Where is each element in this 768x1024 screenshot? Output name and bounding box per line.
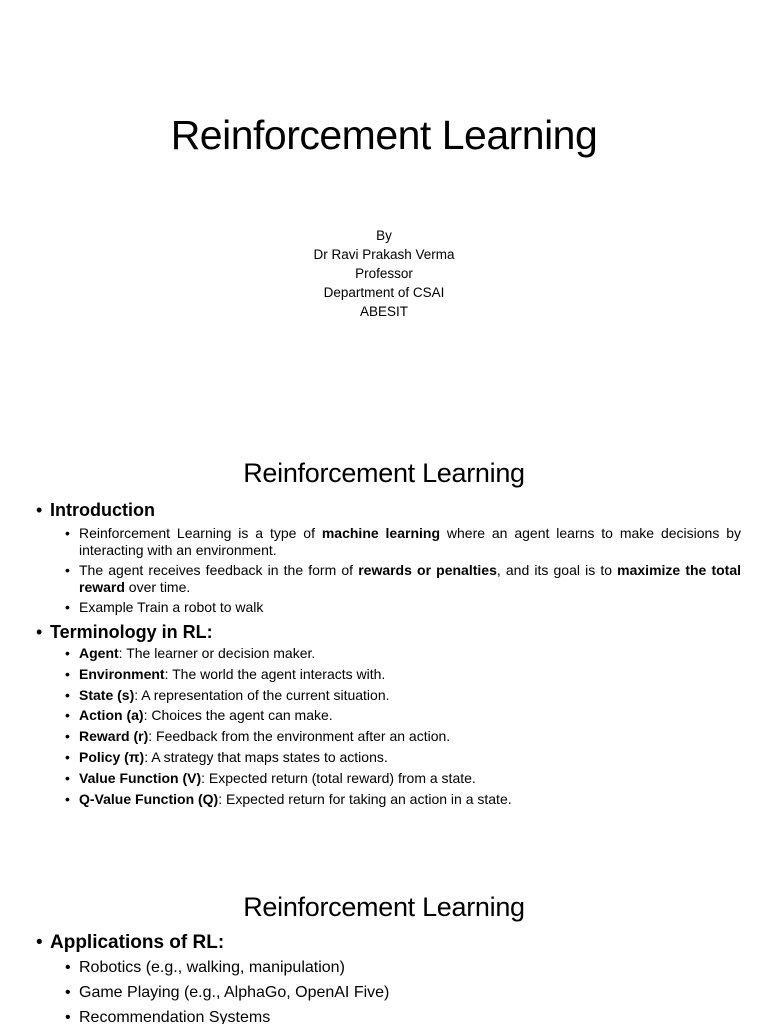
author-block	[0, 226, 768, 321]
introduction-heading: • Introduction	[36, 499, 741, 521]
applications-slide	[0, 864, 768, 1024]
terminology-heading: • Terminology in RL:	[36, 621, 741, 643]
list-item: • Recommendation Systems	[36, 1008, 741, 1024]
author-department: Department of CSAI	[323, 285, 445, 300]
term-item-environment: • Environment: The world the agent interacts with.	[36, 666, 741, 683]
list-item: • The agent receives feedback in the form of rewards or penalties, and its goal is to maximize the total reward over time.	[36, 562, 741, 596]
term-item-policy: • Policy (π): A strategy that maps states to actions.	[36, 749, 741, 766]
term-item-q-value-function: • Q-Value Function (Q): Expected return for taking an action in a state.	[36, 791, 741, 808]
term-item-value-function: • Value Function (V): Expected return (total reward) from a state.	[36, 770, 741, 787]
slide-title: Reinforcement Learning	[243, 458, 525, 488]
presentation-title: Reinforcement Learning	[170, 112, 598, 158]
list-item: • Example Train a robot to walk	[36, 599, 741, 616]
byline: By	[376, 228, 392, 243]
author-position: Professor	[355, 266, 413, 281]
list-item: • Reinforcement Learning is a type of machine learning where an agent learns to make decisions by interacting with an environment.	[36, 525, 741, 559]
introduction-list	[36, 525, 741, 616]
term-item-reward: • Reward (r): Feedback from the environment after an action.	[36, 728, 741, 745]
slide-content	[36, 932, 741, 1024]
term-item-action: • Action (a): Choices the agent can make.	[36, 707, 741, 724]
term-item-state: • State (s): A representation of the current situation.	[36, 687, 741, 704]
applications-heading: • Applications of RL:	[36, 932, 741, 954]
list-item: • Game Playing (e.g., AlphaGo, OpenAI Five)	[36, 983, 741, 1002]
slide-title: Reinforcement Learning	[243, 892, 525, 922]
intro-slide	[0, 432, 768, 864]
slide-content	[36, 499, 741, 811]
applications-list	[36, 958, 741, 1024]
list-item: • Robotics (e.g., walking, manipulation)	[36, 958, 741, 977]
author-institution: ABESIT	[359, 304, 408, 319]
term-item-agent: • Agent: The learner or decision maker.	[36, 645, 741, 662]
title-slide	[0, 0, 768, 432]
author-name: Dr Ravi Prakash Verma	[313, 247, 455, 262]
terminology-list	[36, 645, 741, 808]
